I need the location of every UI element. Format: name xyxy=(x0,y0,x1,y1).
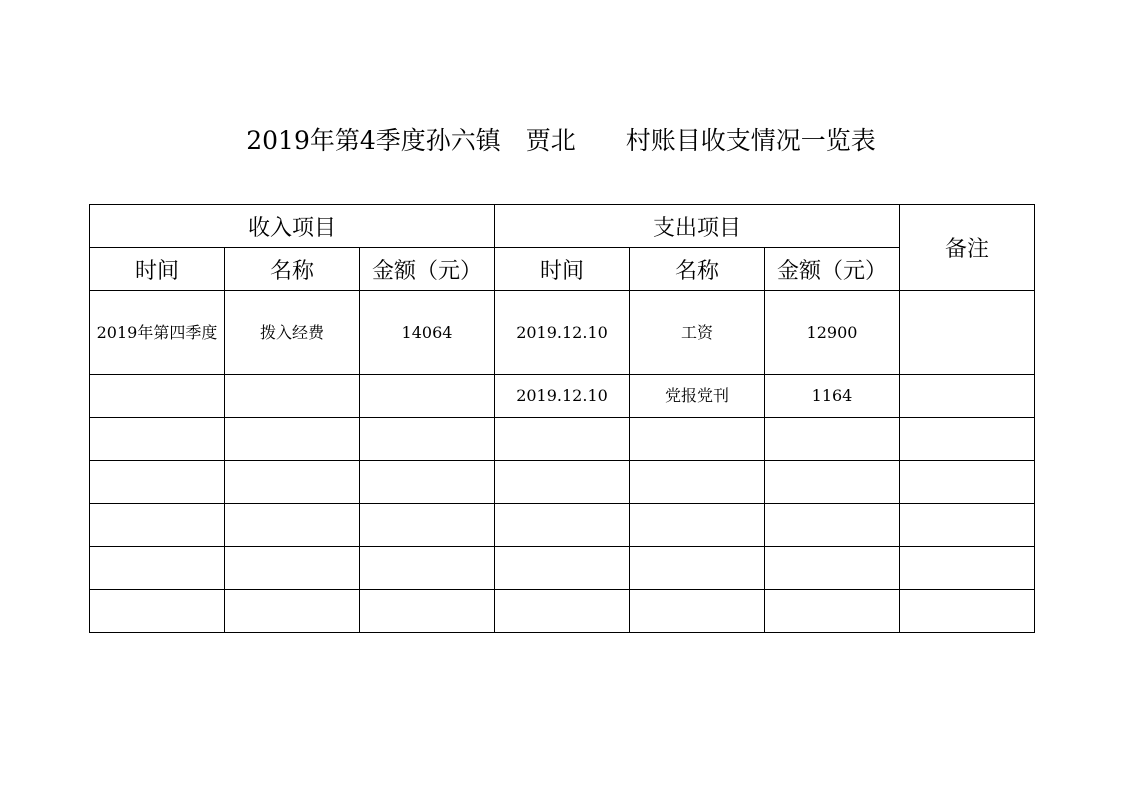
remark-cell xyxy=(900,375,1035,418)
expense-time-header: 时间 xyxy=(495,248,630,291)
remark-cell xyxy=(900,291,1035,375)
expense-time-cell: 2019.12.10 xyxy=(495,291,630,375)
income-amount-header: 金额（元） xyxy=(360,248,495,291)
income-name-header: 名称 xyxy=(225,248,360,291)
expense-time-cell: 2019.12.10 xyxy=(495,375,630,418)
column-header-row xyxy=(90,248,1035,291)
income-group-header: 收入项目 xyxy=(90,205,495,248)
income-amount-cell xyxy=(360,375,495,418)
table-row xyxy=(90,375,1035,418)
income-amount-cell: 14064 xyxy=(360,291,495,375)
expense-name-cell: 工资 xyxy=(630,291,765,375)
page-title: 2019年第4季度孙六镇 贾北 村账目收支情况一览表 xyxy=(246,126,876,155)
expense-name-cell: 党报党刊 xyxy=(630,375,765,418)
expense-group-header: 支出项目 xyxy=(495,205,900,248)
expense-amount-cell: 12900 xyxy=(765,291,900,375)
empty-row xyxy=(90,590,1035,633)
empty-row xyxy=(90,547,1035,590)
empty-row xyxy=(90,418,1035,461)
expense-name-header: 名称 xyxy=(630,248,765,291)
group-header-row xyxy=(90,205,1035,248)
income-time-cell xyxy=(90,375,225,418)
ledger-table xyxy=(89,204,1035,633)
table-row xyxy=(90,291,1035,375)
empty-row xyxy=(90,504,1035,547)
income-name-cell: 拨入经费 xyxy=(225,291,360,375)
income-time-cell: 2019年第四季度 xyxy=(90,291,225,375)
income-time-header: 时间 xyxy=(90,248,225,291)
expense-amount-header: 金额（元） xyxy=(765,248,900,291)
remarks-header: 备注 xyxy=(900,205,1035,291)
expense-amount-cell: 1164 xyxy=(765,375,900,418)
empty-row xyxy=(90,461,1035,504)
income-name-cell xyxy=(225,375,360,418)
